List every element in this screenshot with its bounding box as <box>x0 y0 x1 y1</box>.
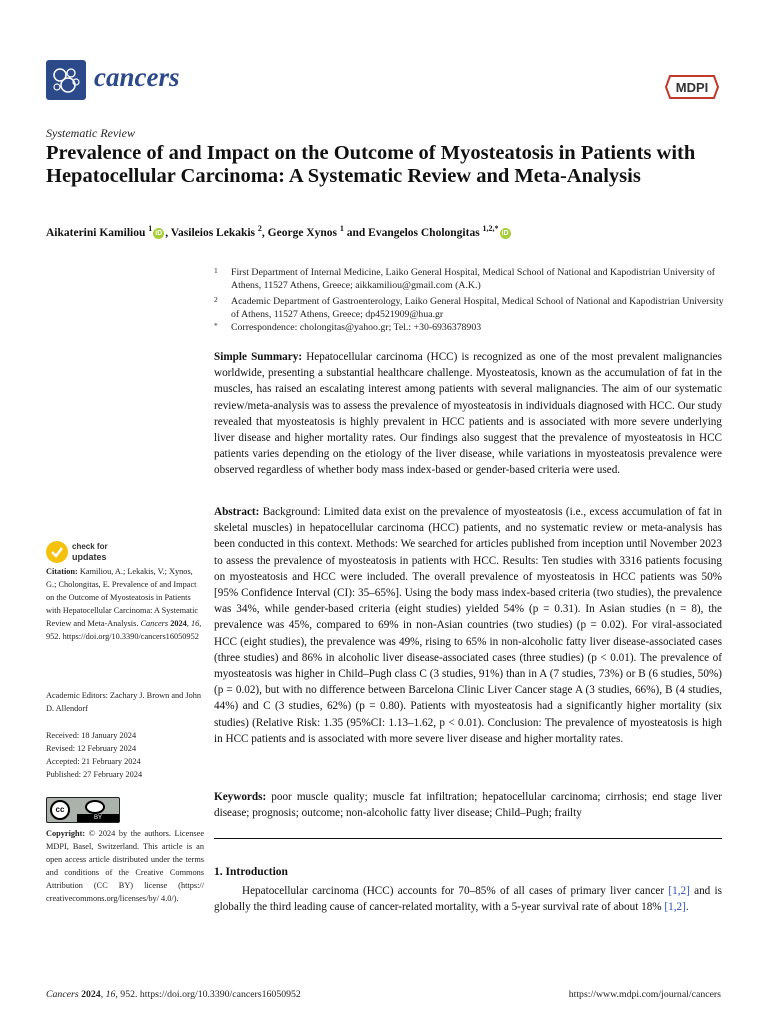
author-affiliation-mark: 2 <box>257 224 262 234</box>
affiliation-mark: 2 <box>214 295 218 304</box>
copyright-block: Copyright: © 2024 by the authors. Licensee MDPI, Basel, Switzerland. This article is an open access article distributed under the terms and conditions of the Creative Commons Attribution (CC BY) license (https:// creativecommons.org/licenses/by/ 4.0/). <box>46 829 205 903</box>
mdpi-logo <box>662 74 720 100</box>
reference-link[interactable]: [1,2] <box>664 901 686 914</box>
person-icon <box>85 800 105 814</box>
published-date: Published: 27 February 2024 <box>46 769 143 779</box>
check-icon <box>46 541 68 563</box>
simple-summary <box>214 349 722 479</box>
author-name[interactable]: Aikaterini Kamiliou <box>46 227 149 239</box>
keywords-label: Keywords: <box>214 791 267 803</box>
footer-citation: Cancers 2024, 16, 952. https://doi.org/10.3390/cancers16050952 <box>46 989 301 1000</box>
journal-logo <box>46 60 86 100</box>
academic-editors: Academic Editors: Zachary J. Brown and John D. Allendorf <box>46 691 202 713</box>
copyright-label: Copyright: <box>46 829 86 838</box>
author-name[interactable]: George Xynos <box>267 227 340 239</box>
footer-journal-url[interactable]: https://www.mdpi.com/journal/cancers <box>568 989 721 1000</box>
author-name[interactable]: Evangelos Cholongitas <box>368 227 483 239</box>
article-type: Systematic Review <box>46 126 135 140</box>
reference-link[interactable]: [1,2] <box>668 885 690 897</box>
abstract-label: Abstract: <box>214 506 260 518</box>
check-for-updates-button[interactable] <box>46 540 116 566</box>
affiliation-text: Correspondence: cholongitas@yahoo.gr; Tel.: +30-6936378903 <box>231 322 482 333</box>
accepted-date: Accepted: 21 February 2024 <box>46 756 141 766</box>
simple-summary-text: Hepatocellular carcinoma (HCC) is recognized as one of the most prevalent malignancies worldwide, presenting a substantial healthcare challenge. Myosteatosis, known as the accumulation of fat in the muscles, has raised an escalating interest among patients with several malignancies. The aim of our systematic review/meta-analysis was to assess the prevalence of myosteatosis in individuals diagnosed with HCC. Our study revealed that myosteatosis is highly prevalent in HCC patients and is associated with more severe underlying liver disease and higher mortality rates. Our findings also suggest that the prevalence of myosteatosis in HCC patients varies depending on the etiology of the liver disease, while variations in myosteatosis prevalence were observed regardless of whether body mass index-based or gender-based criteria were used. <box>214 351 723 477</box>
introduction-paragraph: Hepatocellular carcinoma (HCC) accounts for 70–85% of all cases of primary liver cancer [1,2] and is globally the third leading cause of cancer-related mortality, with a 5-year survival rate of about 18% [1,2]. <box>214 885 722 914</box>
keywords-text: poor muscle quality; muscle fat infiltration; hepatocellular carcinoma; cirrhosis; end stage liver disease; prognosis; outcome; non-alcoholic fatty liver disease; Child–Pugh; frailty <box>214 791 723 820</box>
by-label: BY <box>77 814 119 822</box>
article-title: Prevalence of and Impact on the Outcome of Myosteatosis in Patients with Hepatocellular Carcinoma: A Systematic Review and Meta-Analysis <box>46 142 696 187</box>
check-label: check for <box>72 542 108 551</box>
author-affiliation-mark: 1 <box>339 224 344 234</box>
mdpi-logo-text: MDPI <box>675 80 709 95</box>
citation-label: Citation: <box>46 567 78 576</box>
revised-date: Revised: 12 February 2024 <box>46 743 137 753</box>
section-divider <box>214 838 722 839</box>
orcid-icon[interactable]: iD <box>501 229 509 237</box>
author-affiliation-mark: 1 <box>148 224 153 234</box>
cc-by-license-badge[interactable] <box>46 797 120 823</box>
affiliation-mark: * <box>214 321 218 330</box>
updates-label: updates <box>72 552 107 562</box>
affiliation-text: First Department of Internal Medicine, Laiko General Hospital, Medical School of National and Kapodistrian University of Athens, 11527 Athens, Greece; aikkamiliou@gmail.com (A.K.) <box>231 267 715 291</box>
simple-summary-label: Simple Summary: <box>214 351 303 363</box>
author-affiliation-mark: 1,2,* <box>482 224 499 234</box>
author-list: Aikaterini Kamiliou $^1$iD , Vasileios Lekakis $^2$, George Xynos $^1$ and Evangelos Cholongitas $^{1,2,*}$iD <box>46 224 509 239</box>
dates-block <box>46 730 204 782</box>
citation-block: Citation: Kamiliou, A.; Lekakis, V.; Xynos, G.; Cholongitas, E. Prevalence of and Impact on the Outcome of Myosteatosis in Patients with Hepatocellular Carcinoma: A Systematic Review and Meta-Analysis. Cancers 2024, 16, 952. https://doi.org/10.3390/cancers16050952 <box>46 567 202 641</box>
introduction-heading: 1. Introduction <box>214 866 288 878</box>
abstract-text: Background: Limited data exist on the prevalence of myosteatosis (i.e., excess accumulation of fat in skeletal muscles) in hepatocellular carcinoma (HCC) patients, and no systematic review or meta-analysis has been conducted in this context. Methods: We searched for articles published from inception until November 2023 to assess the prevalence of myosteatosis in patients with HCC. Results: Ten studies with 3316 patients focusing on myosteatosis and HCC were included. The overall prevalence of myosteatosis in HCC patients was 50% [95% Confidence Interval (CI): 35–65%]. Using the body mass index-based criteria (two studies), the prevalence was 34%, while gender-based criteria (eight studies) yielded 54% (p = 0.31). In Asian studies (n = 8), the prevalence was 45%, compared to 69% in non-Asian countries (two studies) (p = 0.02). For viral-associated HCC (eight studies), the prevalence was 49%, rising to 65% in non-alcoholic fatty liver disease-associated cases (three studies) and 86% in alcoholic liver disease-associated cases (three studies) (p < 0.01). The prevalence of myosteatosis was higher in Child–Pugh class C (3 studies, 91%) than in A (7 studies, 73%) or B (6 studies, 50%) (p = 0.02), but with no difference between Barcelona Clinic Liver Cancer stage A (3 studies, 66%), B (4 studies, 44%) and C (3 studies, 62%) (p = 0.80). Patients with myosteatosis had a significantly higher mortality (six studies) (Relative Risk: 1.35 (95%CI: 1.13–1.62, p < 0.01). Conclusion: The prevalence of myosteatosis is high in HCC patients and is associated with more severe liver disease and higher mortality rates. <box>214 506 722 745</box>
affiliation-mark: 1 <box>214 266 218 275</box>
abstract <box>214 504 722 747</box>
author-name[interactable]: Vasileios Lekakis <box>170 227 258 239</box>
orcid-icon[interactable]: iD <box>155 229 163 237</box>
cc-icon: cc <box>50 800 70 820</box>
keywords <box>214 789 722 821</box>
affiliation-text: Academic Department of Gastroenterology, Laiko General Hospital, Medical School of National and Kapodistrian University of Athens, 11527 Athens, Greece; dp4521909@hua.gr <box>231 296 724 320</box>
received-date: Received: 18 January 2024 <box>46 731 137 740</box>
journal-name: cancers <box>94 62 180 92</box>
